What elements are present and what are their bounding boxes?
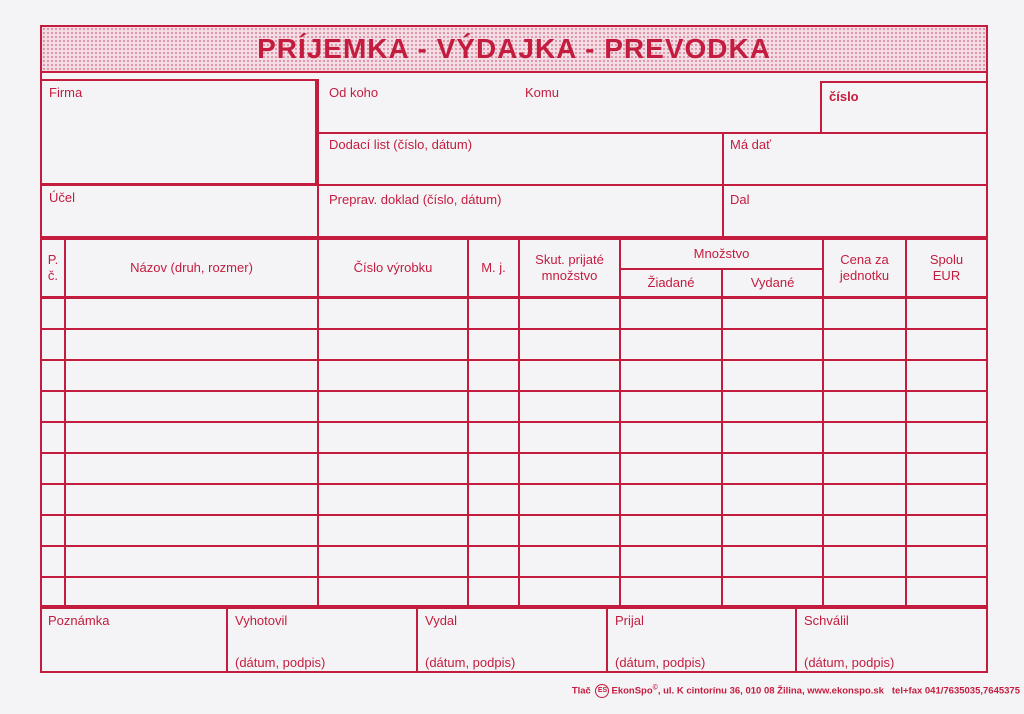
printer-footer: Tlač ES EkonSpo©, ul. K cintorínu 36, 010 08 Žilina, www.ekonspo.sk tel+fax 041/7635035,7645375 [571, 684, 1020, 697]
header-divider [722, 132, 724, 238]
form-title: PRÍJEMKA - VÝDAJKA - PREVODKA [257, 33, 771, 64]
signature-divider [606, 607, 608, 673]
col-header-vydane: Vydané [750, 275, 795, 290]
signature-divider [795, 607, 797, 673]
table-row[interactable] [40, 547, 988, 576]
receipt-form [40, 25, 988, 675]
table-row[interactable] [40, 516, 988, 545]
cislo-label: číslo [829, 89, 859, 104]
dal-label: Dal [730, 192, 750, 207]
col-header-cena-line1: Cena za [840, 252, 889, 267]
table-row[interactable] [40, 299, 988, 328]
footer-prefix: Tlač [571, 685, 591, 697]
firma-label: Firma [49, 85, 83, 100]
preprav-doklad-label: Preprav. doklad (číslo, dátum) [329, 192, 502, 207]
col-header-skut-line2: množstvo [541, 268, 598, 283]
col-header-skut-line1: Skut. prijaté [535, 252, 604, 267]
table-row[interactable] [40, 330, 988, 359]
col-header-cislo-vyrobku: Číslo výrobku [353, 260, 433, 275]
col-header-spolu-line1: Spolu [929, 252, 964, 267]
table-row[interactable] [40, 361, 988, 390]
col-header-mnozstvo: Množstvo [693, 246, 750, 261]
vyhotovil-label: Vyhotovil [235, 613, 288, 628]
col-header-spolu-line2: EUR [932, 268, 961, 283]
table-row[interactable] [40, 423, 988, 452]
col-header-ziadane: Žiadané [647, 275, 695, 290]
header-divider [317, 132, 988, 134]
table-row[interactable] [40, 392, 988, 421]
col-header-cena [824, 240, 905, 296]
footer-brand: EkonSpo [611, 685, 653, 697]
table-row[interactable] [40, 485, 988, 514]
signature-divider [416, 607, 418, 673]
vydal-date-sign: (dátum, podpis) [425, 655, 516, 670]
table-row[interactable] [40, 454, 988, 483]
od-koho-label: Od koho [329, 85, 379, 100]
col-header-pc [42, 240, 64, 296]
ucel-label: Účel [49, 190, 76, 205]
col-header-nazov: Názov (druh, rozmer) [130, 260, 253, 275]
col-header-mj: M. j. [481, 260, 506, 275]
title-bar [40, 25, 988, 73]
vydal-label: Vydal [425, 613, 458, 628]
header-divider [317, 79, 319, 238]
col-header-skut [520, 240, 619, 296]
prijal-label: Prijal [615, 613, 644, 628]
ma-dat-label: Má dať [730, 137, 772, 152]
table-row[interactable] [40, 578, 988, 607]
col-header-pc-line2: č. [47, 268, 59, 283]
vyhotovil-date-sign: (dátum, podpis) [235, 655, 326, 670]
signature-divider [226, 607, 228, 673]
footer-address: , ul. K cintorínu 36, 010 08 Žilina, www.ekonspo.sk [657, 685, 884, 697]
schvalil-label: Schválil [804, 613, 849, 628]
komu-label: Komu [525, 85, 559, 100]
col-header-cena-line2: jednotku [839, 268, 890, 283]
schvalil-date-sign: (dátum, podpis) [804, 655, 895, 670]
col-header-spolu [907, 240, 986, 296]
prijal-date-sign: (dátum, podpis) [615, 655, 706, 670]
ekonspo-logo-icon: ES [595, 684, 609, 698]
col-header-pc-line1: P. [47, 252, 59, 267]
poznamka-label: Poznámka [48, 613, 110, 628]
dodaci-list-label: Dodací list (číslo, dátum) [329, 137, 473, 152]
footer-contact: tel+fax 041/7635035,7645375 [891, 685, 1020, 697]
header-divider [40, 184, 988, 186]
